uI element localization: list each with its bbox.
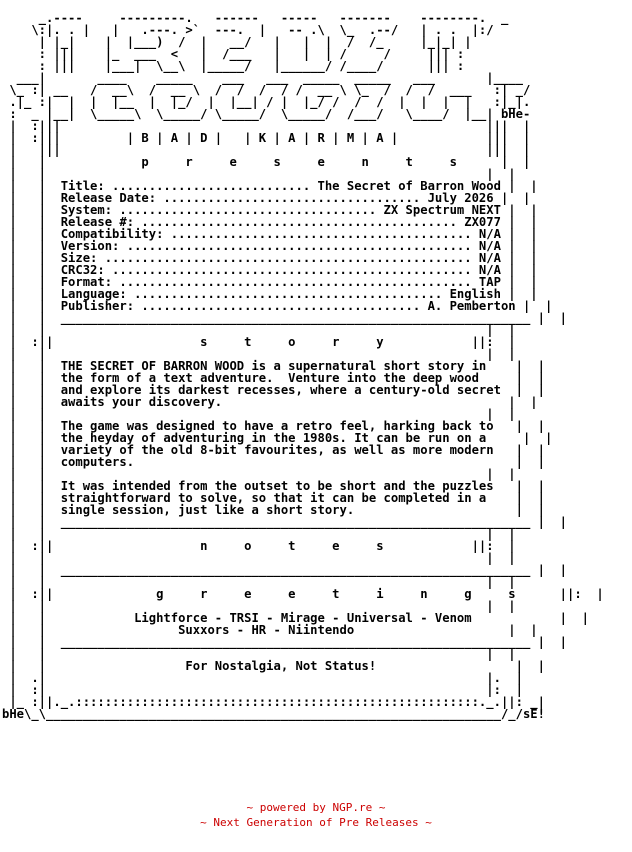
nfo-line: | | computers. | | [2,455,545,469]
nfo-line: | | System: ................................... ZX Spectrum NEXT | | [2,203,538,217]
nfo-line: | :| |: | [2,683,523,697]
nfo-line: | | For Nostalgia, Not Status! | | [2,659,545,673]
nfo-line: \:|. . | | .---. >` ---. | -- .\ \_ .--/ | . . |:/ [2,23,494,37]
nfo-line: ___| ____ _____ ___ ___ _____ _____ ___ |____ [2,71,523,85]
nfo-line: | :|| n o t e s ||: | [2,539,516,553]
nfo-line: | | Release Date: ................................... July 2026 | | [2,191,531,205]
nfo-line: | | CRC32: ................................................. N/A | | [2,263,538,277]
nfo-line: | | Release #: ........................................... ZX077 | | [2,215,538,229]
nfo-line: | :|| g r e e t i n g s ||: | [2,587,604,601]
nfo-line: | | Version: ............................................... N/A | | [2,239,538,253]
nfo-line: | | | | [2,407,516,421]
footer [0,800,632,830]
nfo-line: | ||| ||| | [2,143,531,157]
nfo-line: | |_| | |___) / | __/ | | | / /_ |_|_| | [2,35,472,49]
footer-tagline: ~ Next Generation of Pre Releases ~ [200,816,432,829]
nfo-line: \_ :| __ / __\ / __ \ / / / / / __ \ \_ / / / ___ :| _/ [2,83,531,97]
nfo-line: | | | | [2,167,516,181]
nfo-text [2,0,604,720]
nfo-line: | :||| | B | A | D | | K | A | R | M | A | ||| | [2,131,531,145]
nfo-line: | | | | [2,647,516,661]
nfo-line: | | Format: ................................................ TAP | | [2,275,538,289]
nfo-line: : _ |__| \_____\ \_____/ \_____/ \_____/ /___/ \____/ |__| bHe- [2,107,531,121]
nfo-line: | | straightforward to solve, so that it can be completed in a | | [2,491,545,505]
nfo-line: | | the heyday of adventuring in the 1980s. It can be run on a | | [2,431,553,445]
nfo-line: | | Lightforce - TRSI - Mirage - Universal - Venom | | [2,611,589,625]
nfo-line: | | THE SECRET OF BARRON WOOD is a supernatural short story in | | [2,359,545,373]
nfo-line: |_ :||._.:::::::::::::::::::::::::::::::::::::::::::::::::::::::._.||: _| [2,695,545,709]
nfo-line: | | It was intended from the outset to be short and the puzzles | | [2,479,545,493]
nfo-line: | :|| s t o r y ||: | [2,335,516,349]
nfo-line: | | Title: ........................... The Secret of Barron Wood | | [2,179,538,193]
nfo-line: | | Suxxors - HR - Niintendo | | [2,623,538,637]
nfo-line: | | The game was designed to have a retro feel, harking back to | | [2,419,545,433]
nfo-line: _.---- ---------. ------ ----- ------- --------. _ [2,11,509,25]
nfo-line: | | | | [2,575,516,589]
nfo-line: | | | | [2,551,516,565]
nfo-line: | | Compatibility: ......................................... N/A | | [2,227,538,241]
nfo-line: | | ________________________________________________________________ | | [2,311,567,325]
nfo-line: | | | | [2,467,516,481]
nfo-line: | | ________________________________________________________________ | | [2,515,567,529]
nfo-line: | | single session, just like a short story. | | [2,503,545,517]
nfo-line: : ||| |___| \__\ |_____/ |______/ /____/ ||| : [2,59,465,73]
nfo-line: | | | | [2,527,516,541]
nfo-line: | | Publisher: ...................................... A. Pemberton | | [2,299,553,313]
nfo-line: | :||| ||| | [2,119,531,133]
nfo-line: | | ________________________________________________________________ | | [2,563,567,577]
nfo-line: | | Size: .................................................. N/A | | [2,251,538,265]
footer-powered-by: ~ powered by NGP.re ~ [246,801,386,814]
nfo-line: | | variety of the old 8-bit favourites, as well as more modern | | [2,443,545,457]
nfo-line: | | | | [2,599,516,613]
nfo-line: .|_ :| | | |__ | |_/ | |__| / | |_/ / / / | | | | :|_|. [2,95,531,109]
nfo-line: | | | | [2,323,516,337]
nfo-line: | | ________________________________________________________________ | | [2,635,567,649]
nfo-line: | | the form of a text adventure. Venture into the deep wood | | [2,371,545,385]
nfo-line: | | and explore its darkest recesses, where a century-old secret | | [2,383,545,397]
nfo-line: | | p r e s e n t s | | [2,155,531,169]
nfo-line: | | | | [2,347,516,361]
nfo-line: | | awaits your discovery. | | [2,395,538,409]
nfo-line: : ||| |_ ___ < | /___ | | | / / ||| : [2,47,465,61]
nfo-line: | | Language: .......................................... English | | [2,287,538,301]
nfo-line: | .| |. | [2,671,523,685]
nfo-line: bHe\_\______________________________________________________________/_/sE! [2,707,545,721]
